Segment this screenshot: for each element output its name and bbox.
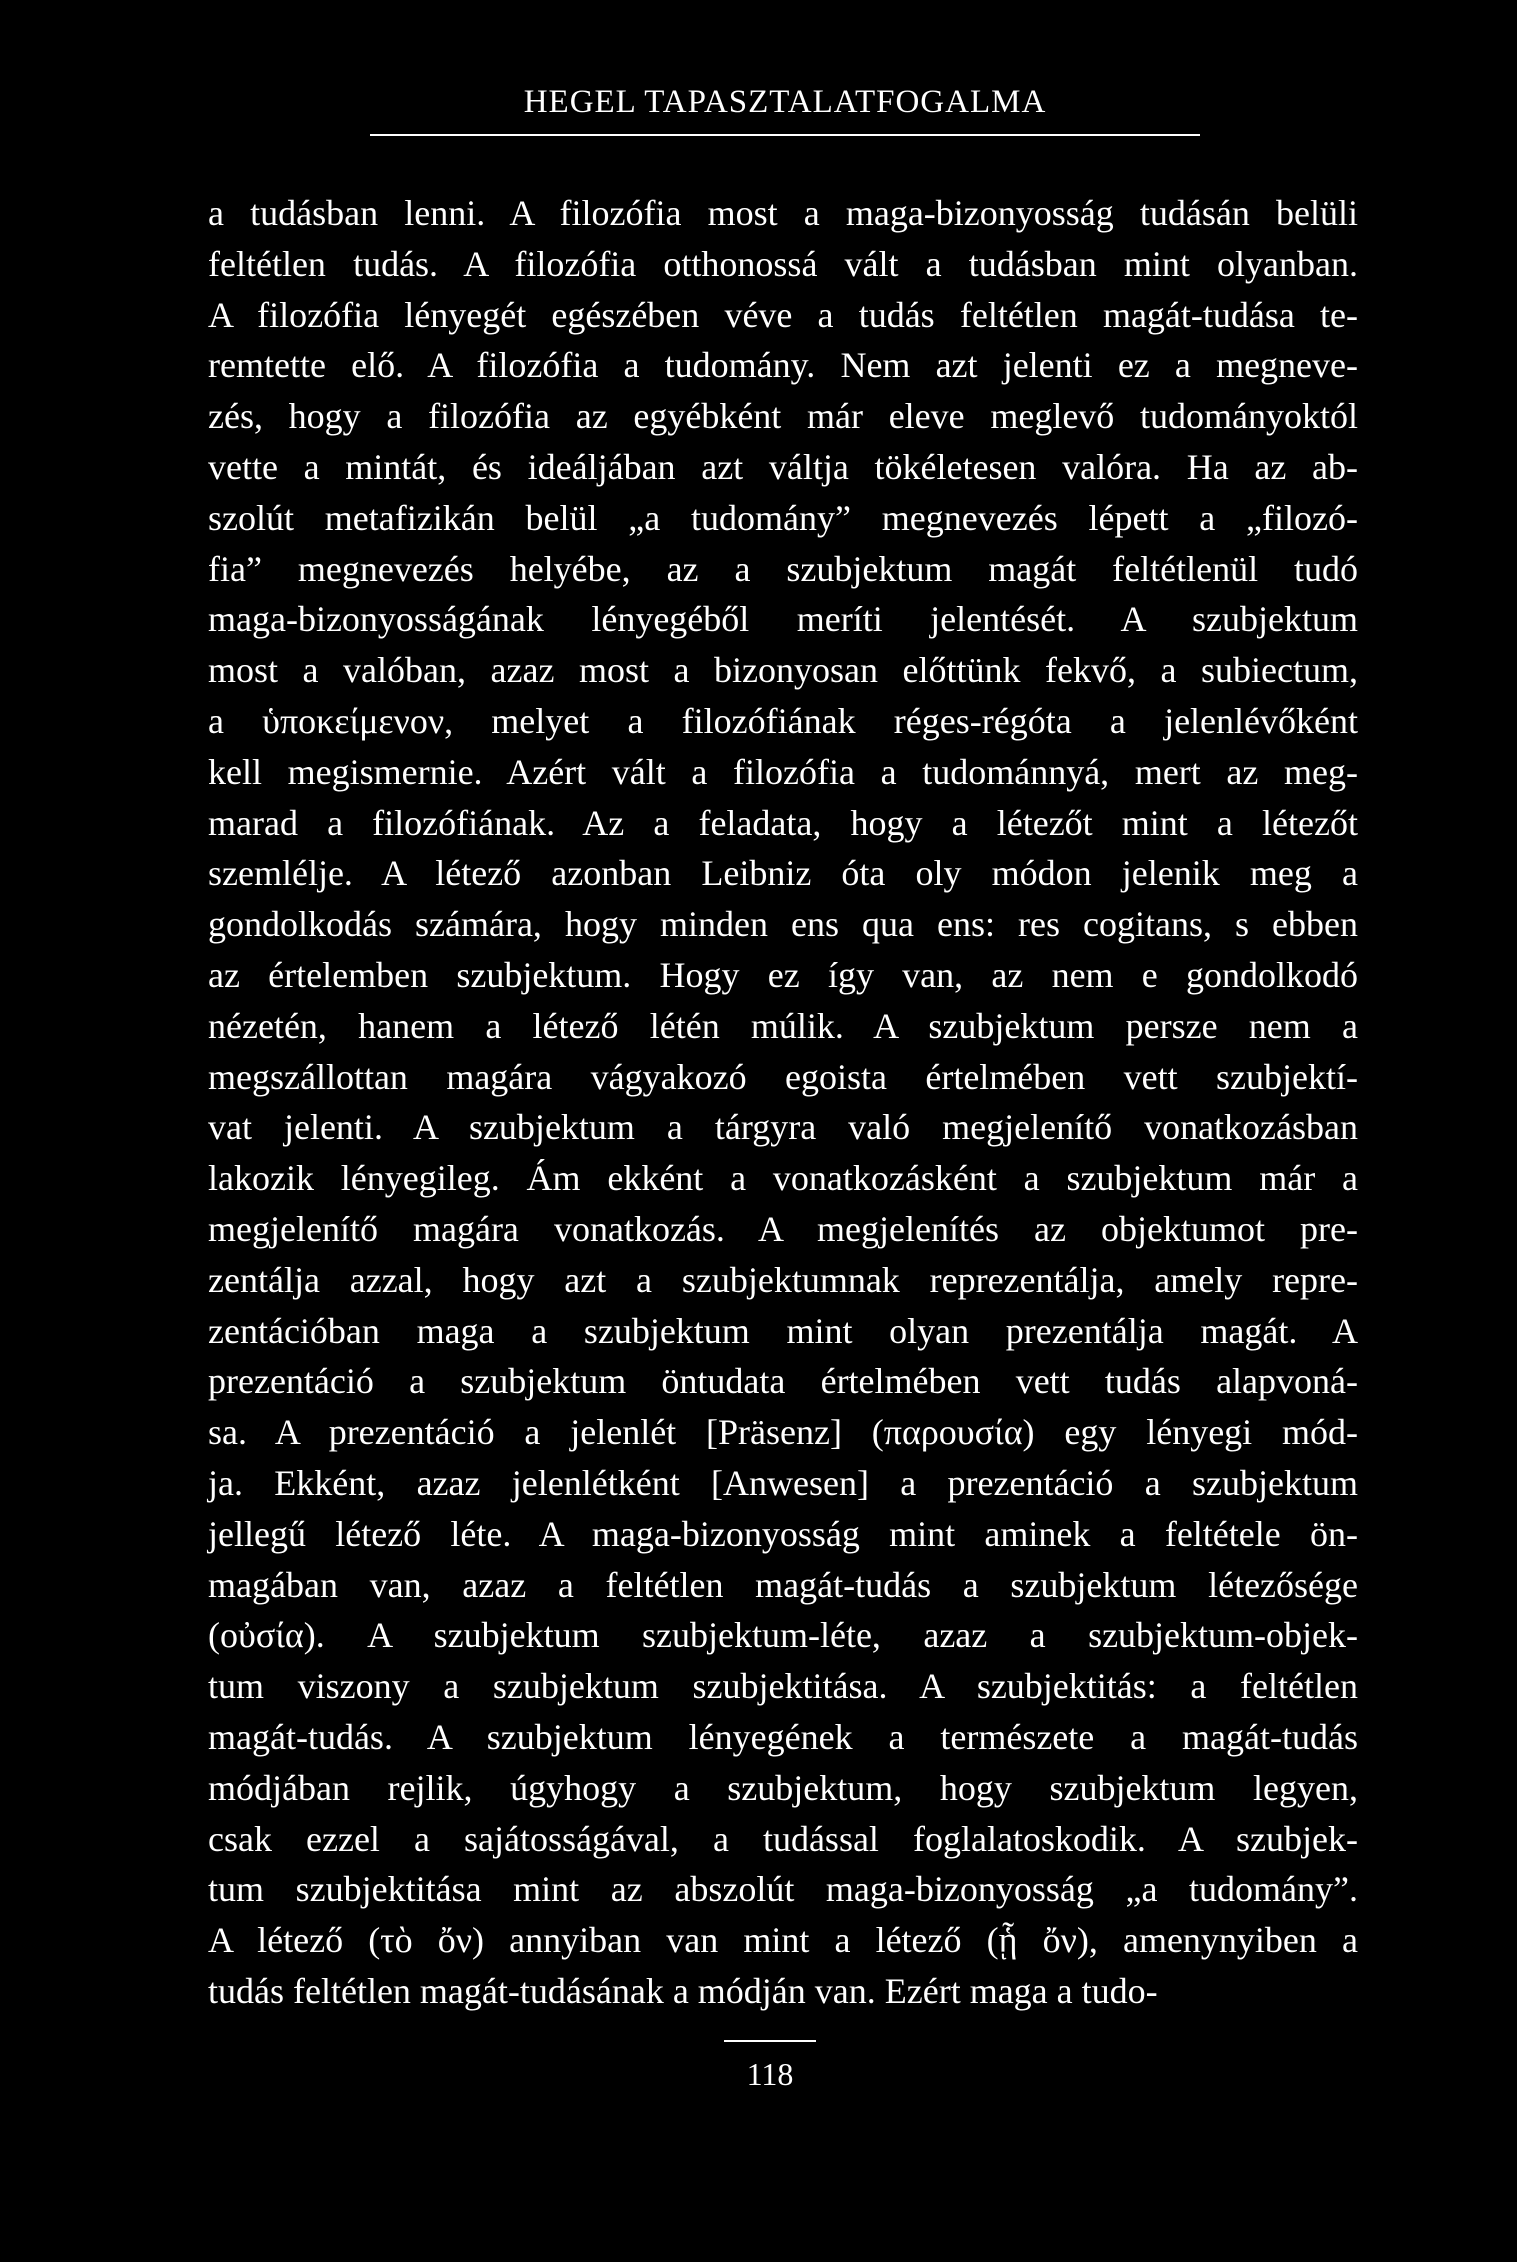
text-line: tudás feltétlen magát-tudásának a módján van. Ezért maga a tudo- [208,1970,1158,2011]
text-line: szemlélje. A létező azonban Leibniz óta oly módon jelenik meg a [208,853,1358,894]
text-line: szolút metafizikán belül „a tudomány” megnevezés lépett a „filozó- [208,497,1358,538]
text-line: kell megismernie. Azért vált a filozófia a tudománnyá, mert az meg- [208,751,1358,792]
text-line: fia” megnevezés helyébe, az a szubjektum magát feltétlenül tudó [208,548,1358,589]
text-line: tum szubjektitása mint az abszolút maga-bizonyosság „a tudomány”. [208,1869,1358,1910]
text-line: a ὑποκείμενον, melyet a filozófiának réges-régóta a jelenlévőként [208,700,1358,741]
text-line: nézetén, hanem a létező létén múlik. A szubjektum persze nem a [208,1005,1358,1046]
text-line: vette a mintát, és ideáljában azt váltja tökéletesen valóra. Ha az ab- [208,446,1358,487]
body-text [208,188,1358,2017]
text-line: ja. Ekként, azaz jelenlétként [Anwesen] a prezentáció a szubjektum [208,1462,1358,1503]
text-line: A filozófia lényegét egészében véve a tudás feltétlen magát-tudása te- [208,294,1358,335]
text-line: zentációban maga a szubjektum mint olyan prezentálja magát. A [208,1310,1358,1351]
text-line: most a valóban, azaz most a bizonyosan előttünk fekvő, a subiectum, [208,650,1358,691]
text-line: magában van, azaz a feltétlen magát-tudás a szubjektum létezősége [208,1564,1358,1605]
text-line: jellegű létező léte. A maga-bizonyosság mint aminek a feltétele ön- [208,1513,1358,1554]
text-line: (οὐσία). A szubjektum szubjektum-léte, azaz a szubjektum-objek- [208,1615,1358,1656]
footer-divider [724,2040,816,2042]
text-line: gondolkodás számára, hogy minden ens qua ens: res cogitans, s ebben [208,904,1358,945]
header-divider [370,134,1200,136]
text-line: zés, hogy a filozófia az egyébként már eleve meglevő tudományoktól [208,396,1358,437]
text-line: az értelemben szubjektum. Hogy ez így van, az nem e gondolkodó [208,954,1358,995]
text-line: marad a filozófiának. Az a feladata, hogy a létezőt mint a létezőt [208,802,1358,843]
text-line: lakozik lényegileg. Ám ekként a vonatkozásként a szubjektum már a [208,1158,1358,1199]
text-line: a tudásban lenni. A filozófia most a maga-bizonyosság tudásán belüli [208,193,1358,233]
text-line: prezentáció a szubjektum öntudata értelmében vett tudás alapvoná- [208,1361,1358,1402]
text-line: megjelenítő magára vonatkozás. A megjelenítés az objektumot pre- [208,1208,1358,1249]
text-line: tum viszony a szubjektum szubjektitása. A szubjektitás: a feltétlen [208,1666,1358,1707]
page-number: 118 [746,2056,794,2092]
text-line: megszállottan magára vágyakozó egoista értelmében vett szubjektí- [208,1056,1358,1097]
text-line: sa. A prezentáció a jelenlét [Präsenz] (παρουσία) egy lényegi mód- [208,1412,1358,1453]
text-line: vat jelenti. A szubjektum a tárgyra való megjelenítő vonatkozásban [208,1107,1358,1148]
text-line: feltétlen tudás. A filozófia otthonossá vált a tudásban mint olyanban. [208,243,1358,284]
text-line: maga-bizonyosságának lényegéből meríti jelentését. A szubjektum [208,599,1358,640]
text-line: magát-tudás. A szubjektum lényegének a természete a magát-tudás [208,1716,1358,1757]
text-line: zentálja azzal, hogy azt a szubjektumnak reprezentálja, amely repre- [208,1259,1358,1300]
text-line: csak ezzel a sajátosságával, a tudással foglalatoskodik. A szubjek- [208,1818,1358,1859]
text-line: A létező (τὸ ὄν) annyiban van mint a létező (ᾗ ὄν), amenynyiben a [208,1920,1358,1961]
running-header-title: HEGEL TAPASZTALATFOGALMA [523,84,1047,120]
text-line: módjában rejlik, úgyhogy a szubjektum, hogy szubjektum legyen, [208,1767,1358,1808]
running-header [370,80,1200,136]
text-line: remtette elő. A filozófia a tudomány. Nem azt jelenti ez a megneve- [208,345,1358,386]
